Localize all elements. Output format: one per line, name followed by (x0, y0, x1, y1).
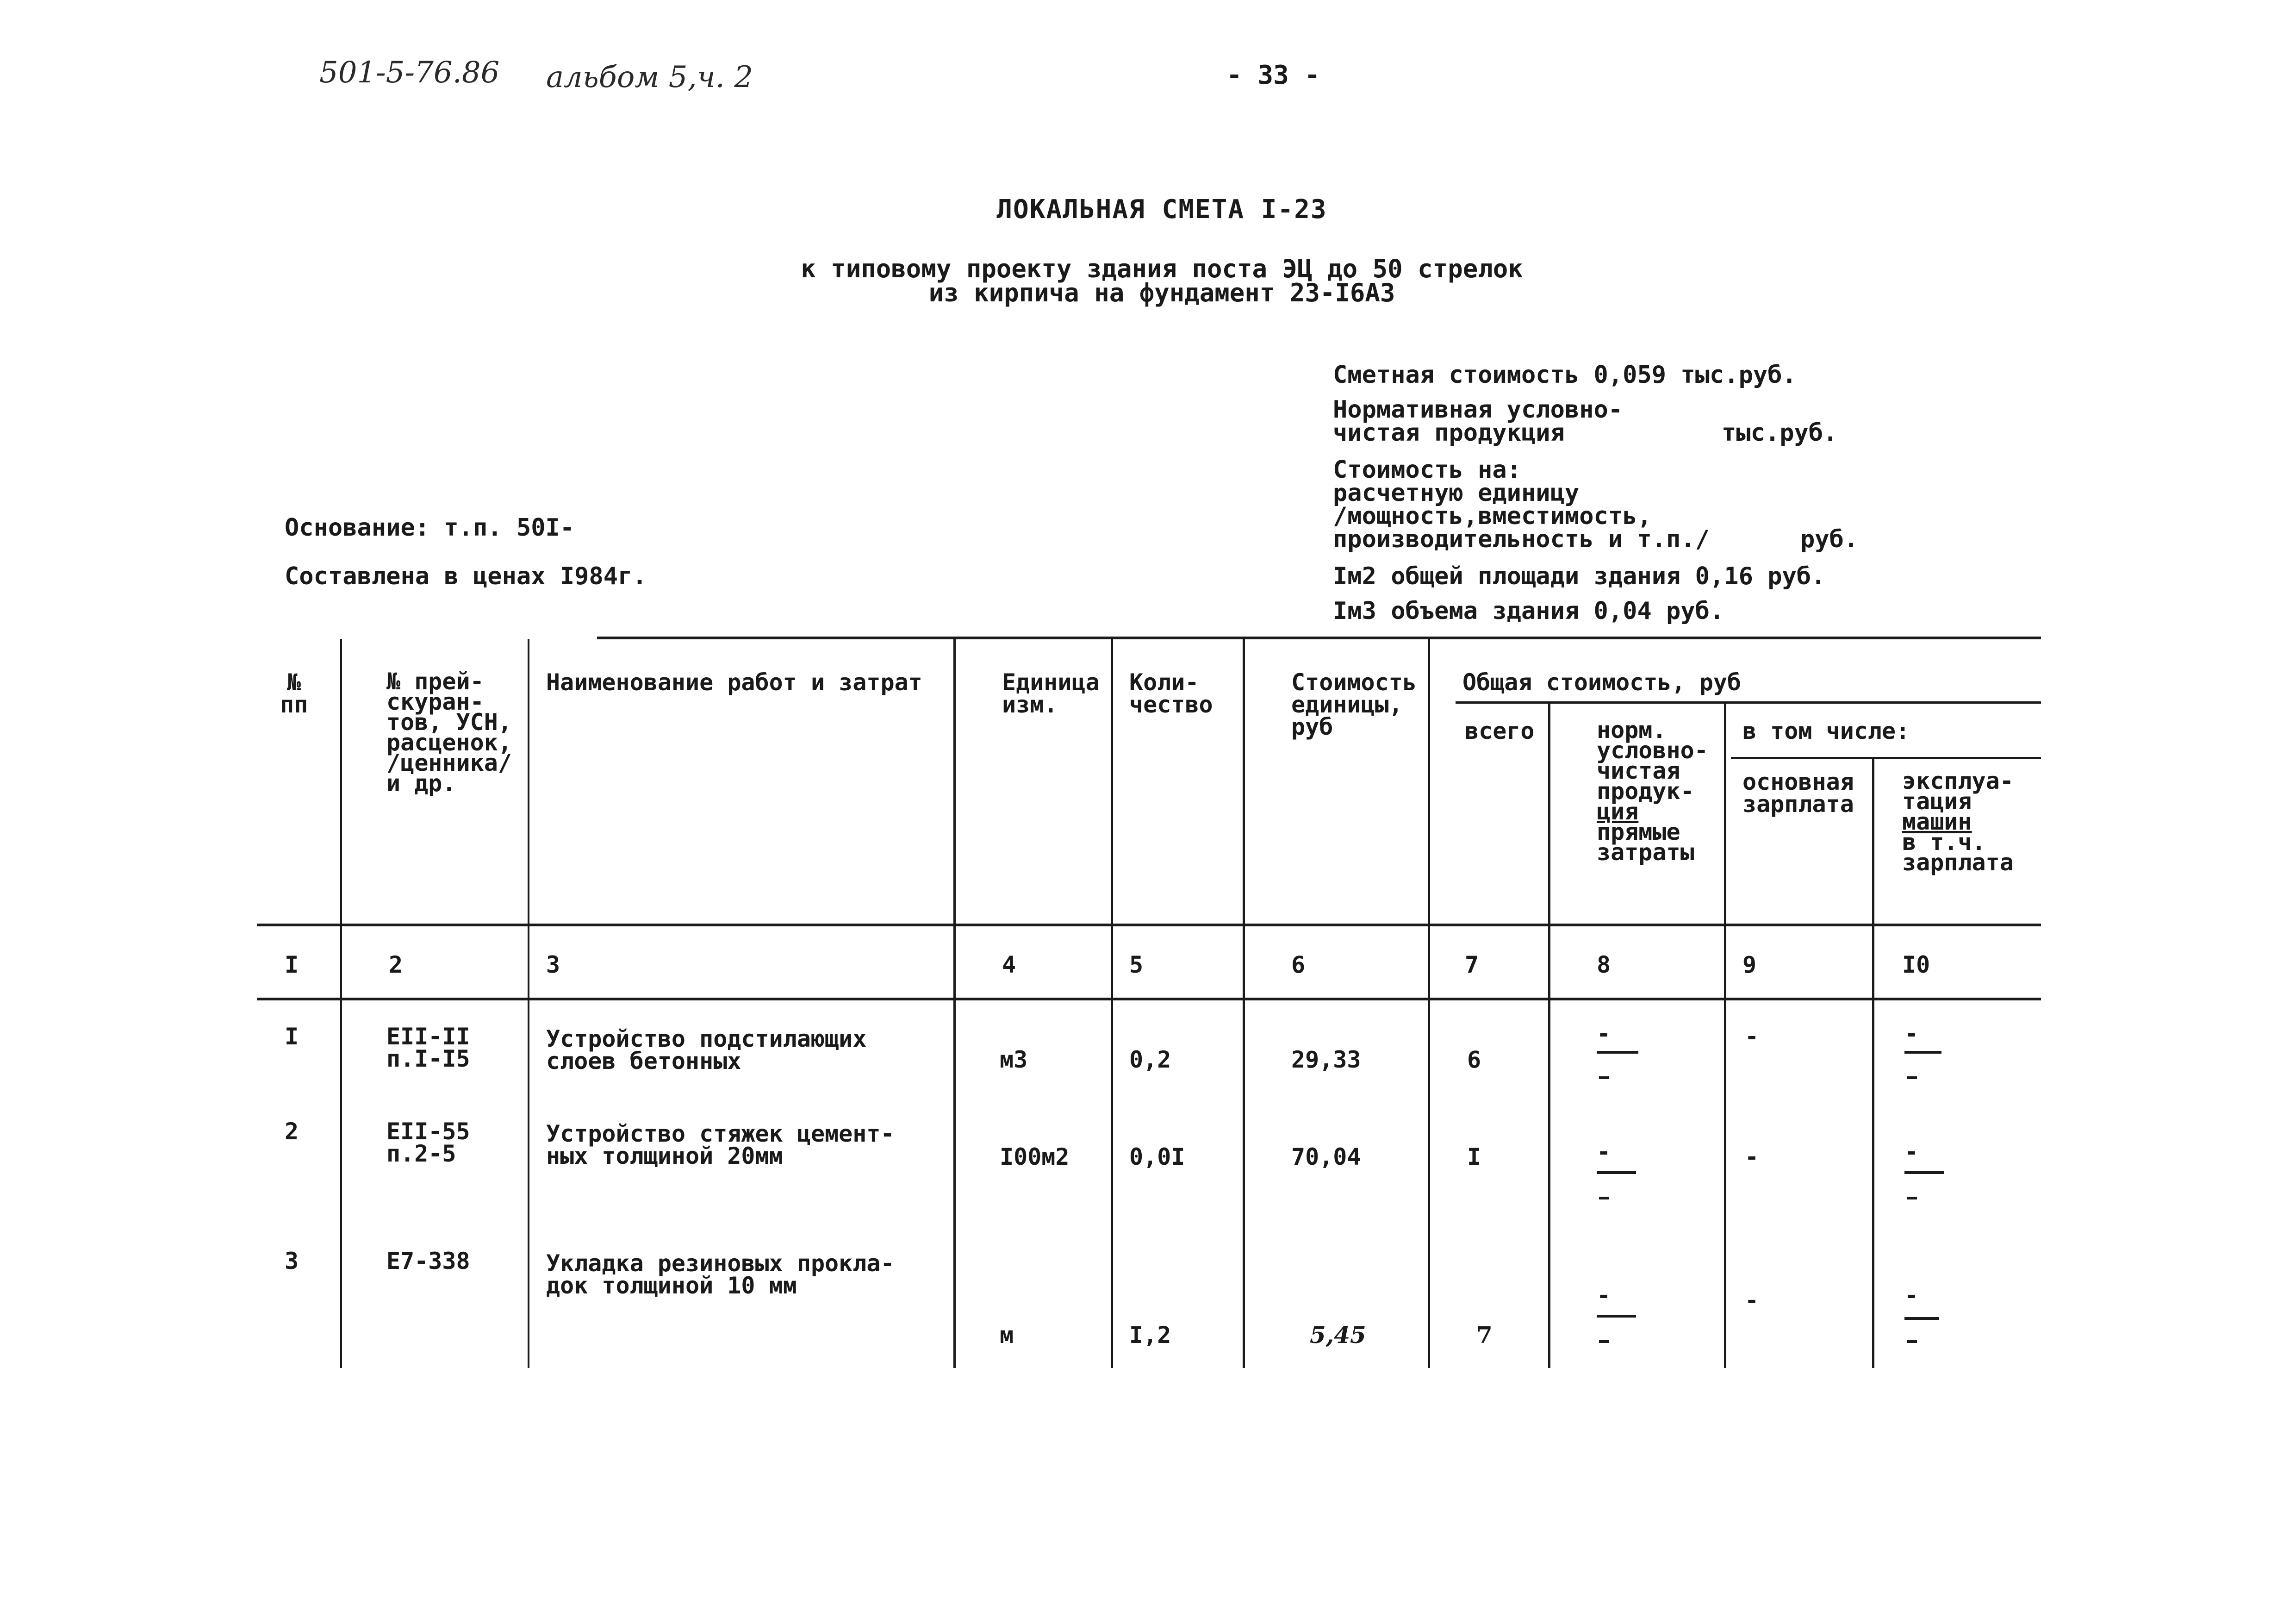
cost-per-unit-line-1: Стоимость на: (1333, 456, 1521, 484)
basis-reference: Основание: т.п. 50I- (285, 514, 575, 542)
col-divider-3 (953, 639, 956, 1368)
header-col-9-line-2: зарплата (1742, 791, 1854, 818)
row-work-name-line-2: док толщиной 10 мм (546, 1272, 797, 1299)
row-machine-ops-rule (1904, 1317, 1939, 1320)
row-unit-price: 29,33 (1291, 1046, 1361, 1073)
row-number: 2 (285, 1118, 299, 1145)
col-divider-5 (1243, 639, 1245, 1368)
cost-per-unit-line-4: производительность и т.п./ (1333, 525, 1710, 553)
row-base-salary: - (1745, 1143, 1759, 1170)
row-work-name (546, 1252, 895, 1297)
table-top-rule (597, 637, 2041, 639)
price-base: Составлена в ценах I984г. (285, 562, 647, 590)
estimated-cost: Сметная стоимость 0,059 тыс.руб. (1333, 361, 1797, 389)
row-machine-ops-value: - (1904, 1138, 1919, 1165)
row-total: 6 (1467, 1046, 1481, 1073)
row-norm-product (1597, 1138, 1611, 1165)
row-norm-product-rule (1597, 1315, 1636, 1318)
header-col-3: Наименование работ и затрат (546, 669, 922, 696)
cost-per-unit-unit: руб. (1800, 525, 1859, 553)
header-col-2-line-3: тов, УСН, (386, 709, 512, 736)
row-total: 7 (1476, 1321, 1493, 1349)
header-col-2-line-6: и др. (386, 770, 456, 797)
col-divider-9 (1872, 759, 1874, 1368)
header-col-4-line-2: изм. (1002, 691, 1058, 718)
col-divider-7 (1548, 704, 1550, 1368)
row-norm-product-value: - (1597, 1282, 1611, 1309)
document-subtitle (0, 254, 2296, 307)
header-col-1-line-1: № (286, 669, 301, 696)
row-code-line-2: п.2-5 (386, 1140, 456, 1167)
document-title: ЛОКАЛЬНАЯ СМЕТА I-23 (996, 194, 1327, 225)
cost-per-unit-label (1333, 458, 1710, 551)
row-norm-product (1597, 1020, 1611, 1047)
header-col-5-line-1: Коли- (1129, 669, 1199, 696)
row-machine-ops-dash (1907, 1197, 1917, 1199)
row-norm-product-rule (1597, 1171, 1636, 1174)
header-col-6 (1291, 671, 1417, 738)
header-col-1-line-2: пп (280, 691, 308, 718)
row-code (386, 1025, 470, 1070)
cost-per-m3: Iм3 объема здания 0,04 руб. (1333, 597, 1724, 625)
header-col-6-line-1: Стоимость (1291, 669, 1417, 696)
row-base-salary: - (1745, 1023, 1759, 1050)
header-col-2 (386, 668, 512, 797)
col-number-6: 6 (1291, 951, 1306, 978)
row-number: I (285, 1023, 299, 1050)
col-number-8: 8 (1597, 951, 1611, 978)
album-label: альбом 5,ч. 2 (546, 60, 753, 94)
header-col-4-line-1: Единица (1002, 669, 1100, 696)
col-divider-2 (528, 639, 529, 1368)
header-col-8-line-3: чистая (1597, 757, 1680, 784)
header-col-8-line-5: ция (1597, 798, 1639, 825)
header-col-10-line-5: зарплата (1902, 849, 2014, 876)
row-unit: м (1000, 1322, 1014, 1349)
row-machine-ops (1904, 1138, 1919, 1165)
row-work-name (546, 1025, 867, 1074)
row-machine-ops-dash (1907, 1076, 1917, 1079)
row-code-line-2: п.I-I5 (386, 1045, 470, 1072)
header-col-10-line-1: эксплуа- (1902, 768, 2014, 794)
col-divider-6 (1428, 639, 1430, 1368)
row-quantity: 0,0I (1129, 1143, 1185, 1170)
col-number-3: 3 (546, 951, 560, 978)
row-machine-ops-value: - (1904, 1020, 1919, 1047)
normative-product-line-2: чистая продукция (1333, 419, 1565, 447)
header-col-10 (1902, 768, 2014, 876)
row-machine-ops-value: - (1904, 1282, 1919, 1309)
normative-product-line-1: Нормативная условно- (1333, 396, 1623, 424)
header-col-8-line-2: условно- (1597, 737, 1708, 764)
row-machine-ops-dash (1907, 1340, 1917, 1343)
header-group-including: в том числе: (1742, 718, 1910, 744)
row-unit-price: 5,45 (1310, 1321, 1366, 1349)
cost-per-unit-line-2: расчетную единицу (1333, 479, 1580, 507)
header-bottom-rule (257, 924, 2041, 926)
header-col-1 (280, 671, 308, 716)
header-col-5-line-2: чество (1129, 691, 1213, 718)
row-work-name-line-1: Укладка резиновых прокла- (546, 1250, 895, 1277)
header-col-9 (1742, 768, 1854, 818)
row-work-name-line-2: слоев бетонных (546, 1048, 741, 1074)
row-code-line-1: EII-55 (386, 1118, 470, 1145)
header-col-2-line-5: /ценника/ (386, 750, 512, 776)
header-col-8 (1597, 717, 1708, 866)
row-code (386, 1250, 470, 1272)
row-unit: I00м2 (1000, 1143, 1070, 1170)
row-norm-product-dash (1599, 1340, 1609, 1343)
row-norm-product-value: - (1597, 1020, 1611, 1047)
col-divider-4 (1111, 639, 1113, 1368)
row-unit: м3 (1000, 1046, 1028, 1073)
header-col-8-line-6: прямые (1597, 818, 1680, 845)
col-number-5: 5 (1129, 951, 1144, 978)
row-quantity: I,2 (1129, 1322, 1171, 1349)
row-work-name (546, 1120, 895, 1169)
row-total: I (1467, 1143, 1481, 1170)
group-total-rule (1456, 701, 2041, 704)
row-code-line-1: EII-II (386, 1023, 470, 1050)
col-divider-8 (1724, 704, 1726, 1368)
normative-product-unit: тыс.руб. (1722, 419, 1838, 447)
normative-product-label (1333, 396, 1623, 447)
header-col-4 (1002, 671, 1100, 716)
row-machine-ops (1904, 1282, 1919, 1309)
col-number-7: 7 (1465, 951, 1479, 978)
document-code: 501-5-76.86 (319, 56, 500, 90)
col-number-1: I (285, 951, 299, 978)
header-col-8-line-1: норм. (1597, 717, 1667, 743)
row-code-line-1: E7-338 (386, 1248, 470, 1274)
header-col-10-line-3: машин (1902, 808, 1972, 835)
row-norm-product (1597, 1282, 1611, 1309)
row-norm-product-value: - (1597, 1138, 1611, 1165)
row-number: 3 (285, 1248, 299, 1274)
column-numbers-rule (257, 998, 2041, 1000)
row-machine-ops-rule (1904, 1051, 1941, 1054)
header-col-6-line-3: руб (1291, 713, 1333, 740)
header-col-2-line-2: скуран- (386, 688, 484, 715)
row-code (386, 1120, 470, 1165)
row-norm-product-dash (1599, 1076, 1609, 1079)
subtitle-line-1: к типовому проекту здания поста ЭЦ до 50 стрелок (801, 254, 1523, 283)
header-col-9-line-1: основная (1742, 768, 1854, 795)
header-col-2-line-1: № прей- (386, 668, 484, 695)
header-col-8-line-7: затраты (1597, 839, 1694, 866)
row-base-salary: - (1745, 1287, 1759, 1314)
cost-per-m2: Iм2 общей площади здания 0,16 руб. (1333, 562, 1826, 590)
header-col-5 (1129, 671, 1213, 716)
header-group-total: Общая стоимость, руб (1462, 669, 1742, 696)
col-number-4: 4 (1002, 951, 1016, 978)
header-col-10-line-4: в т.ч. (1902, 829, 1986, 856)
group-incl-rule (1731, 757, 2041, 759)
row-unit-price: 70,04 (1291, 1143, 1361, 1170)
header-col-6-line-2: единицы, (1291, 691, 1403, 718)
cost-per-unit-line-3: /мощность,вместимость, (1333, 502, 1652, 530)
header-col-8-line-4: продук- (1597, 778, 1694, 805)
row-quantity: 0,2 (1129, 1046, 1171, 1073)
header-col-7: всего (1465, 718, 1535, 744)
subtitle-line-2: из кирпича на фундамент 23-I6А3 (928, 278, 1395, 307)
header-col-2-line-4: расценок, (386, 729, 512, 756)
row-norm-product-dash (1599, 1197, 1609, 1199)
row-machine-ops (1904, 1020, 1919, 1047)
header-col-10-line-2: тация (1902, 788, 1972, 815)
col-number-9: 9 (1742, 951, 1757, 978)
row-work-name-line-1: Устройство подстилающих (546, 1025, 867, 1052)
col-number-2: 2 (389, 951, 403, 978)
row-machine-ops-rule (1904, 1171, 1944, 1174)
row-work-name-line-1: Устройство стяжек цемент- (546, 1120, 895, 1147)
col-divider-1 (340, 639, 342, 1368)
col-number-10: I0 (1902, 951, 1930, 978)
row-work-name-line-2: ных толщиной 20мм (546, 1143, 783, 1169)
row-norm-product-rule (1597, 1051, 1638, 1054)
page-number: - 33 - (1226, 60, 1320, 90)
